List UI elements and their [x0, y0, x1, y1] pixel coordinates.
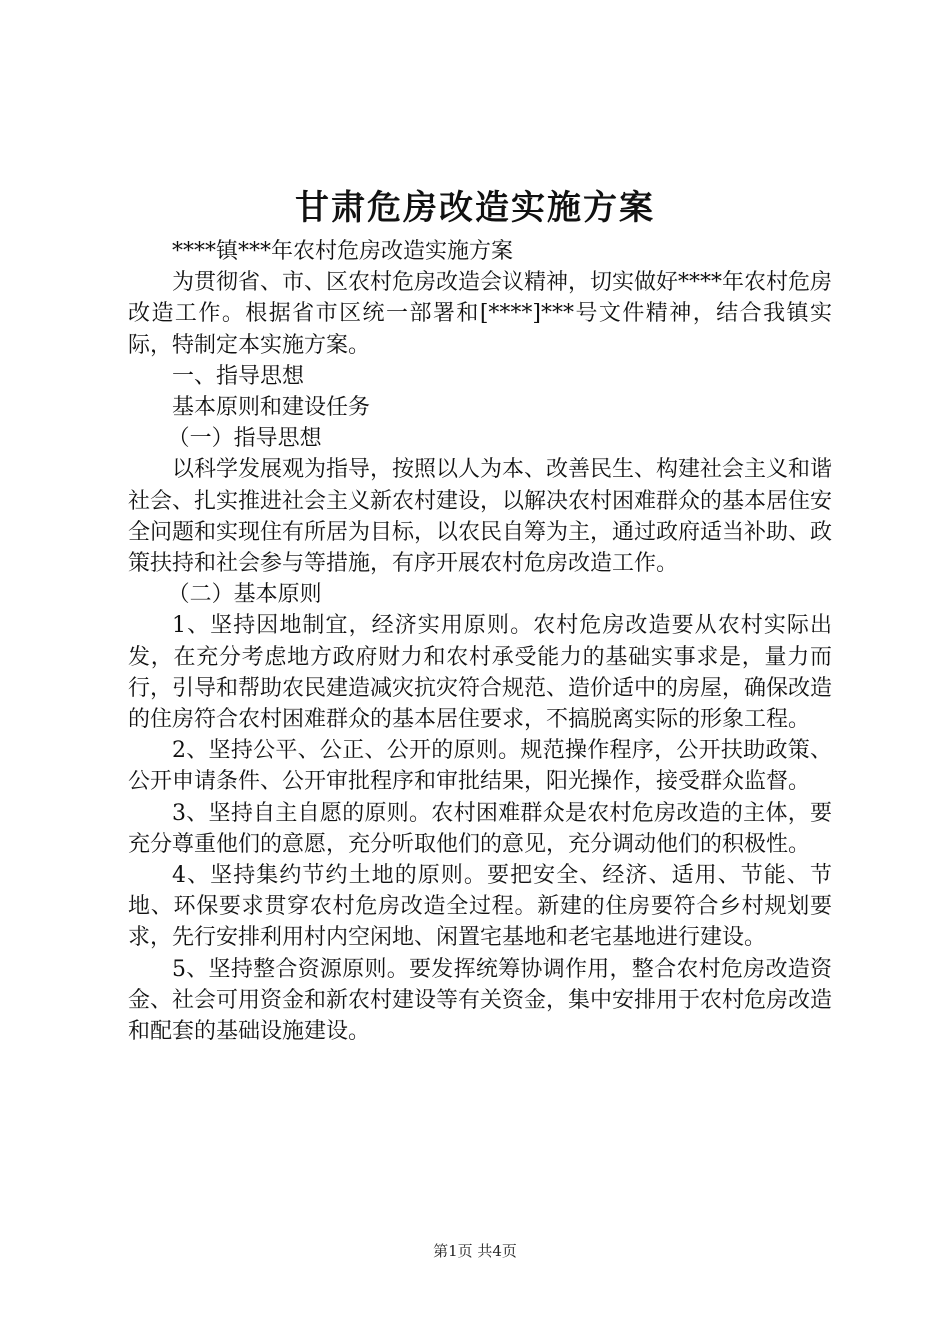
principle-4: 4、坚持集约节约土地的原则。要把安全、经济、适用、节能、节地、环保要求贯穿农村危房改造全过程。新建的住房要符合乡村规划要求，先行安排利用村内空闲地、闲置宅基地和老宅基地进行建设。	[128, 863, 832, 951]
principle-5: 5、坚持整合资源原则。要发挥统筹协调作用，整合农村危房改造资金、社会可用资金和新农村建设等有关资金，集中安排用于农村危房改造和配套的基础设施建设。	[128, 956, 833, 1045]
section-heading-1: 一、指导思想	[172, 363, 305, 389]
principle-1: 1、坚持因地制宜，经济实用原则。农村危房改造要从农村实际出发，在充分考虑地方政府财力和农村承受能力的基础实事求是，量力而行，引导和帮助农民建造减灾抗灾符合规范、造价适中的房屋，确保改造的住房符合农村困难群众的基本居住要求，不搞脱离实际的形象工程。	[128, 613, 833, 733]
section-heading-principles: 基本原则和建设任务	[172, 395, 371, 421]
document-subtitle: ****镇***年农村危房改造实施方案	[172, 239, 514, 264]
paragraph-guiding-thought: 以科学发展观为指导，按照以人为本、改善民生、构建社会主义和谐社会、扎实推进社会主义新农村建设，以解决农村困难群众的基本居住安全问题和实现住有所居为目标，以农民自筹为主，通过政府适当补助、政策扶持和社会参与等措施，有序开展农村危房改造工作。	[128, 457, 833, 577]
principle-2: 2、坚持公平、公正、公开的原则。规范操作程序，公开扶助政策、公开申请条件、公开审批程序和审批结果，阳光操作，接受群众监督。	[128, 738, 832, 795]
page-number-footer: 第1页 共4页	[433, 1242, 517, 1260]
subsection-heading-1: （一）指导思想	[167, 426, 322, 452]
document-title: 甘肃危房改造实施方案	[295, 188, 655, 228]
subsection-heading-2: （二）基本原则	[167, 582, 322, 608]
principle-3: 3、坚持自主自愿的原则。农村困难群众是农村危房改造的主体，要充分尊重他们的意愿，充分听取他们的意见，充分调动他们的积极性。	[128, 800, 832, 857]
paragraph-intro: 为贯彻省、市、区农村危房改造会议精神，切实做好****年农村危房改造工作。根据省市区统一部署和[****]***号文件精神，结合我镇实际，特制定本实施方案。	[128, 270, 833, 358]
document-body	[128, 236, 832, 1047]
